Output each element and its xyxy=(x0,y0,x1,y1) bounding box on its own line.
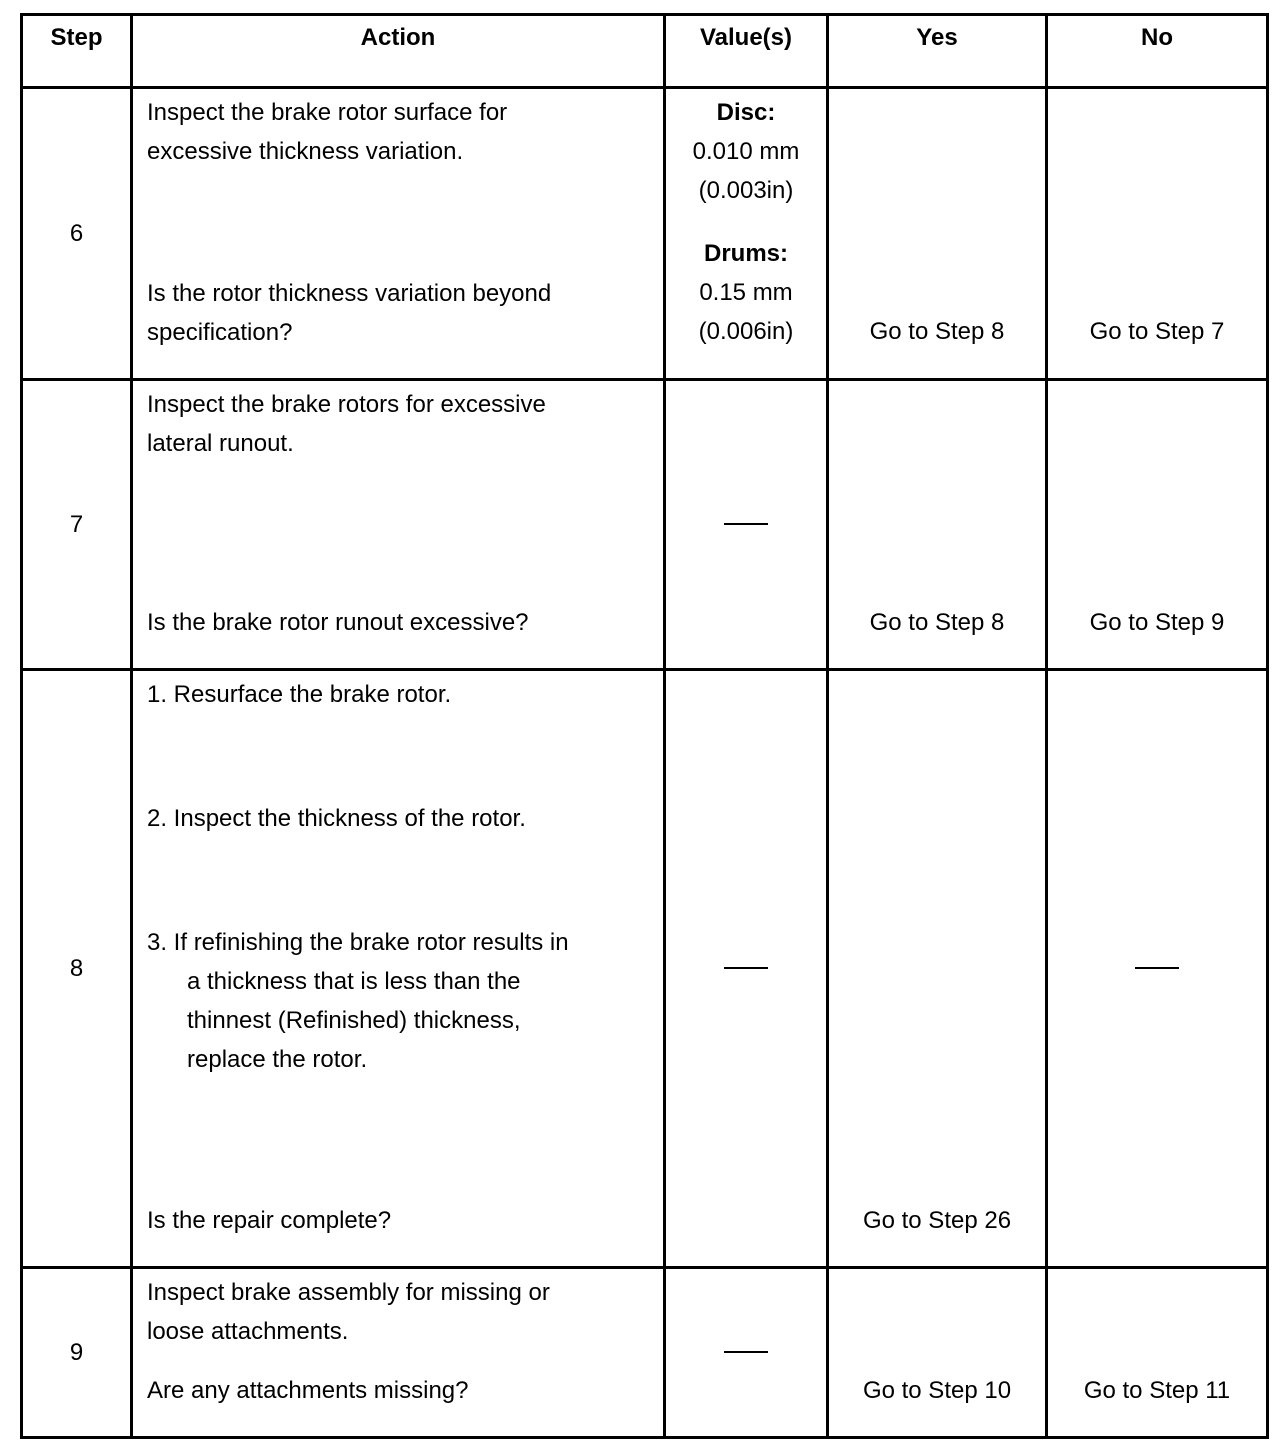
header-yes: Yes xyxy=(828,15,1047,88)
header-row xyxy=(22,15,1268,88)
no-cell xyxy=(1047,88,1268,380)
list-item-continued: thinnest (Refinished) thickness, xyxy=(187,1007,521,1034)
yes-answer: Go to Step 8 xyxy=(869,318,1005,345)
action-text: lateral runout. xyxy=(147,430,294,457)
no-dash xyxy=(1135,967,1179,969)
no-answer: Go to Step 7 xyxy=(1089,318,1225,345)
no-cell xyxy=(1047,1268,1268,1438)
table-row xyxy=(22,670,1268,1268)
action-text: Inspect the brake rotors for excessive xyxy=(147,391,546,418)
values-cell xyxy=(665,88,828,380)
values-cell xyxy=(665,670,828,1268)
yes-answer: Go to Step 10 xyxy=(862,1377,1012,1404)
yes-answer: Go to Step 8 xyxy=(869,609,1005,636)
no-cell xyxy=(1047,380,1268,670)
action-text: Inspect brake assembly for missing or xyxy=(147,1279,550,1306)
question-text: specification? xyxy=(147,319,293,346)
question-text: Is the repair complete? xyxy=(147,1207,392,1234)
values-cell xyxy=(665,380,828,670)
table-row xyxy=(22,380,1268,670)
no-cell xyxy=(1047,670,1268,1268)
header-step: Step xyxy=(22,15,132,88)
list-item-continued: a thickness that is less than the xyxy=(187,968,521,995)
table-row xyxy=(22,1268,1268,1438)
drums-mm: 0.15 mm xyxy=(699,279,793,306)
header-values: Value(s) xyxy=(665,15,828,88)
disc-in: (0.003in) xyxy=(698,177,794,204)
value-dash xyxy=(724,1351,768,1353)
value-dash xyxy=(724,523,768,525)
yes-cell xyxy=(828,670,1047,1268)
step-number: 9 xyxy=(22,1268,132,1438)
list-item: 3. If refinishing the brake rotor results in xyxy=(147,929,569,956)
list-item: 2. Inspect the thickness of the rotor. xyxy=(147,805,526,832)
header-action: Action xyxy=(132,15,665,88)
action-cell xyxy=(132,1268,665,1438)
diagnostic-table xyxy=(20,13,1269,1439)
action-cell xyxy=(132,380,665,670)
list-item: 1. Resurface the brake rotor. xyxy=(147,681,452,708)
table-row xyxy=(22,88,1268,380)
yes-answer: Go to Step 26 xyxy=(862,1207,1012,1234)
list-item-continued: replace the rotor. xyxy=(187,1046,368,1073)
action-cell xyxy=(132,670,665,1268)
step-number: 6 xyxy=(22,88,132,380)
action-text: excessive thickness variation. xyxy=(147,138,464,165)
action-text: Inspect the brake rotor surface for xyxy=(147,99,508,126)
no-answer: Go to Step 9 xyxy=(1089,609,1225,636)
question-text: Are any attachments missing? xyxy=(147,1377,469,1404)
drums-label: Drums: xyxy=(703,240,788,267)
disc-mm: 0.010 mm xyxy=(692,138,800,165)
drums-in: (0.006in) xyxy=(698,318,794,345)
action-cell xyxy=(132,88,665,380)
step-number: 7 xyxy=(22,380,132,670)
disc-label: Disc: xyxy=(716,99,776,126)
question-text: Is the rotor thickness variation beyond xyxy=(147,280,552,307)
action-text: loose attachments. xyxy=(147,1318,349,1345)
values-cell xyxy=(665,1268,828,1438)
value-dash xyxy=(724,967,768,969)
yes-cell xyxy=(828,1268,1047,1438)
no-answer: Go to Step 11 xyxy=(1083,1377,1231,1404)
yes-cell xyxy=(828,380,1047,670)
step-number: 8 xyxy=(22,670,132,1268)
yes-cell xyxy=(828,88,1047,380)
header-no: No xyxy=(1047,15,1268,88)
question-text: Is the brake rotor runout excessive? xyxy=(147,609,529,636)
